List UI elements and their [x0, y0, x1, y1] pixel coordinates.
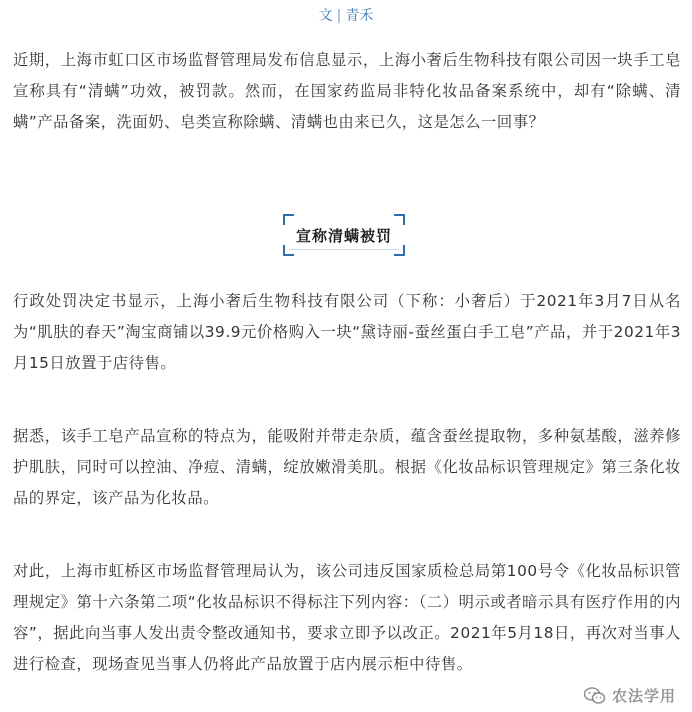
section-heading: 宣称清螨被罚 [295, 226, 392, 245]
watermark-text: 农法学用 [611, 687, 676, 705]
byline-separator: | [336, 8, 342, 24]
paragraph-regulator-finding: 对此，上海市虹桥区市场监督管理局认为，该公司违反国家质检总局第100号令《化妆品标识管理规定》第十六条第二项“化妆品标识不得标注下列内容：（二）明示或者暗示具有医疗作用的内容”，据此向当事人发出责令整改通知书，要求立即予以改正。2021年5月18日，再次对当事人进行检查，现场查见当事人仍将此产品放置于店内展示柜中待售。 [13, 562, 681, 673]
wechat-icon [584, 687, 606, 705]
byline [0, 6, 692, 26]
section-heading-box [283, 214, 405, 256]
byline-author-prefix: 文 [318, 8, 333, 24]
account-watermark [584, 685, 676, 706]
paragraph-penalty-decision: 行政处罚决定书显示，上海小奢后生物科技有限公司（下称：小奢后）于2021年3月7日从名为“肌肤的春天”淘宝商铺以39.9元价格购入一块“黛诗丽-蚕丝蛋白手工皂”产品，并于2021年3月15日放置于店待售。 [13, 292, 681, 372]
paragraph-intro: 近期，上海市虹口区市场监督管理局发布信息显示，上海小奢后生物科技有限公司因一块手工皂宣称具有“清螨”功效，被罚款。然而，在国家药监局非特化妆品备案系统中，却有“除螨、清螨”产品备案，洗面奶、皂类宣称除螨、清螨也由来已久，这是怎么一回事？ [13, 51, 681, 131]
paragraph-product-claims: 据悉，该手工皂产品宣称的特点为，能吸附并带走杂质，蕴含蚕丝提取物，多种氨基酸，滋养修护肌肤，同时可以控油、净痘、清螨，绽放嫩滑美肌。根据《化妆品标识管理规定》第三条化妆品的界定，该产品为化妆品。 [13, 427, 681, 507]
byline-author-name: 青禾 [345, 8, 374, 24]
